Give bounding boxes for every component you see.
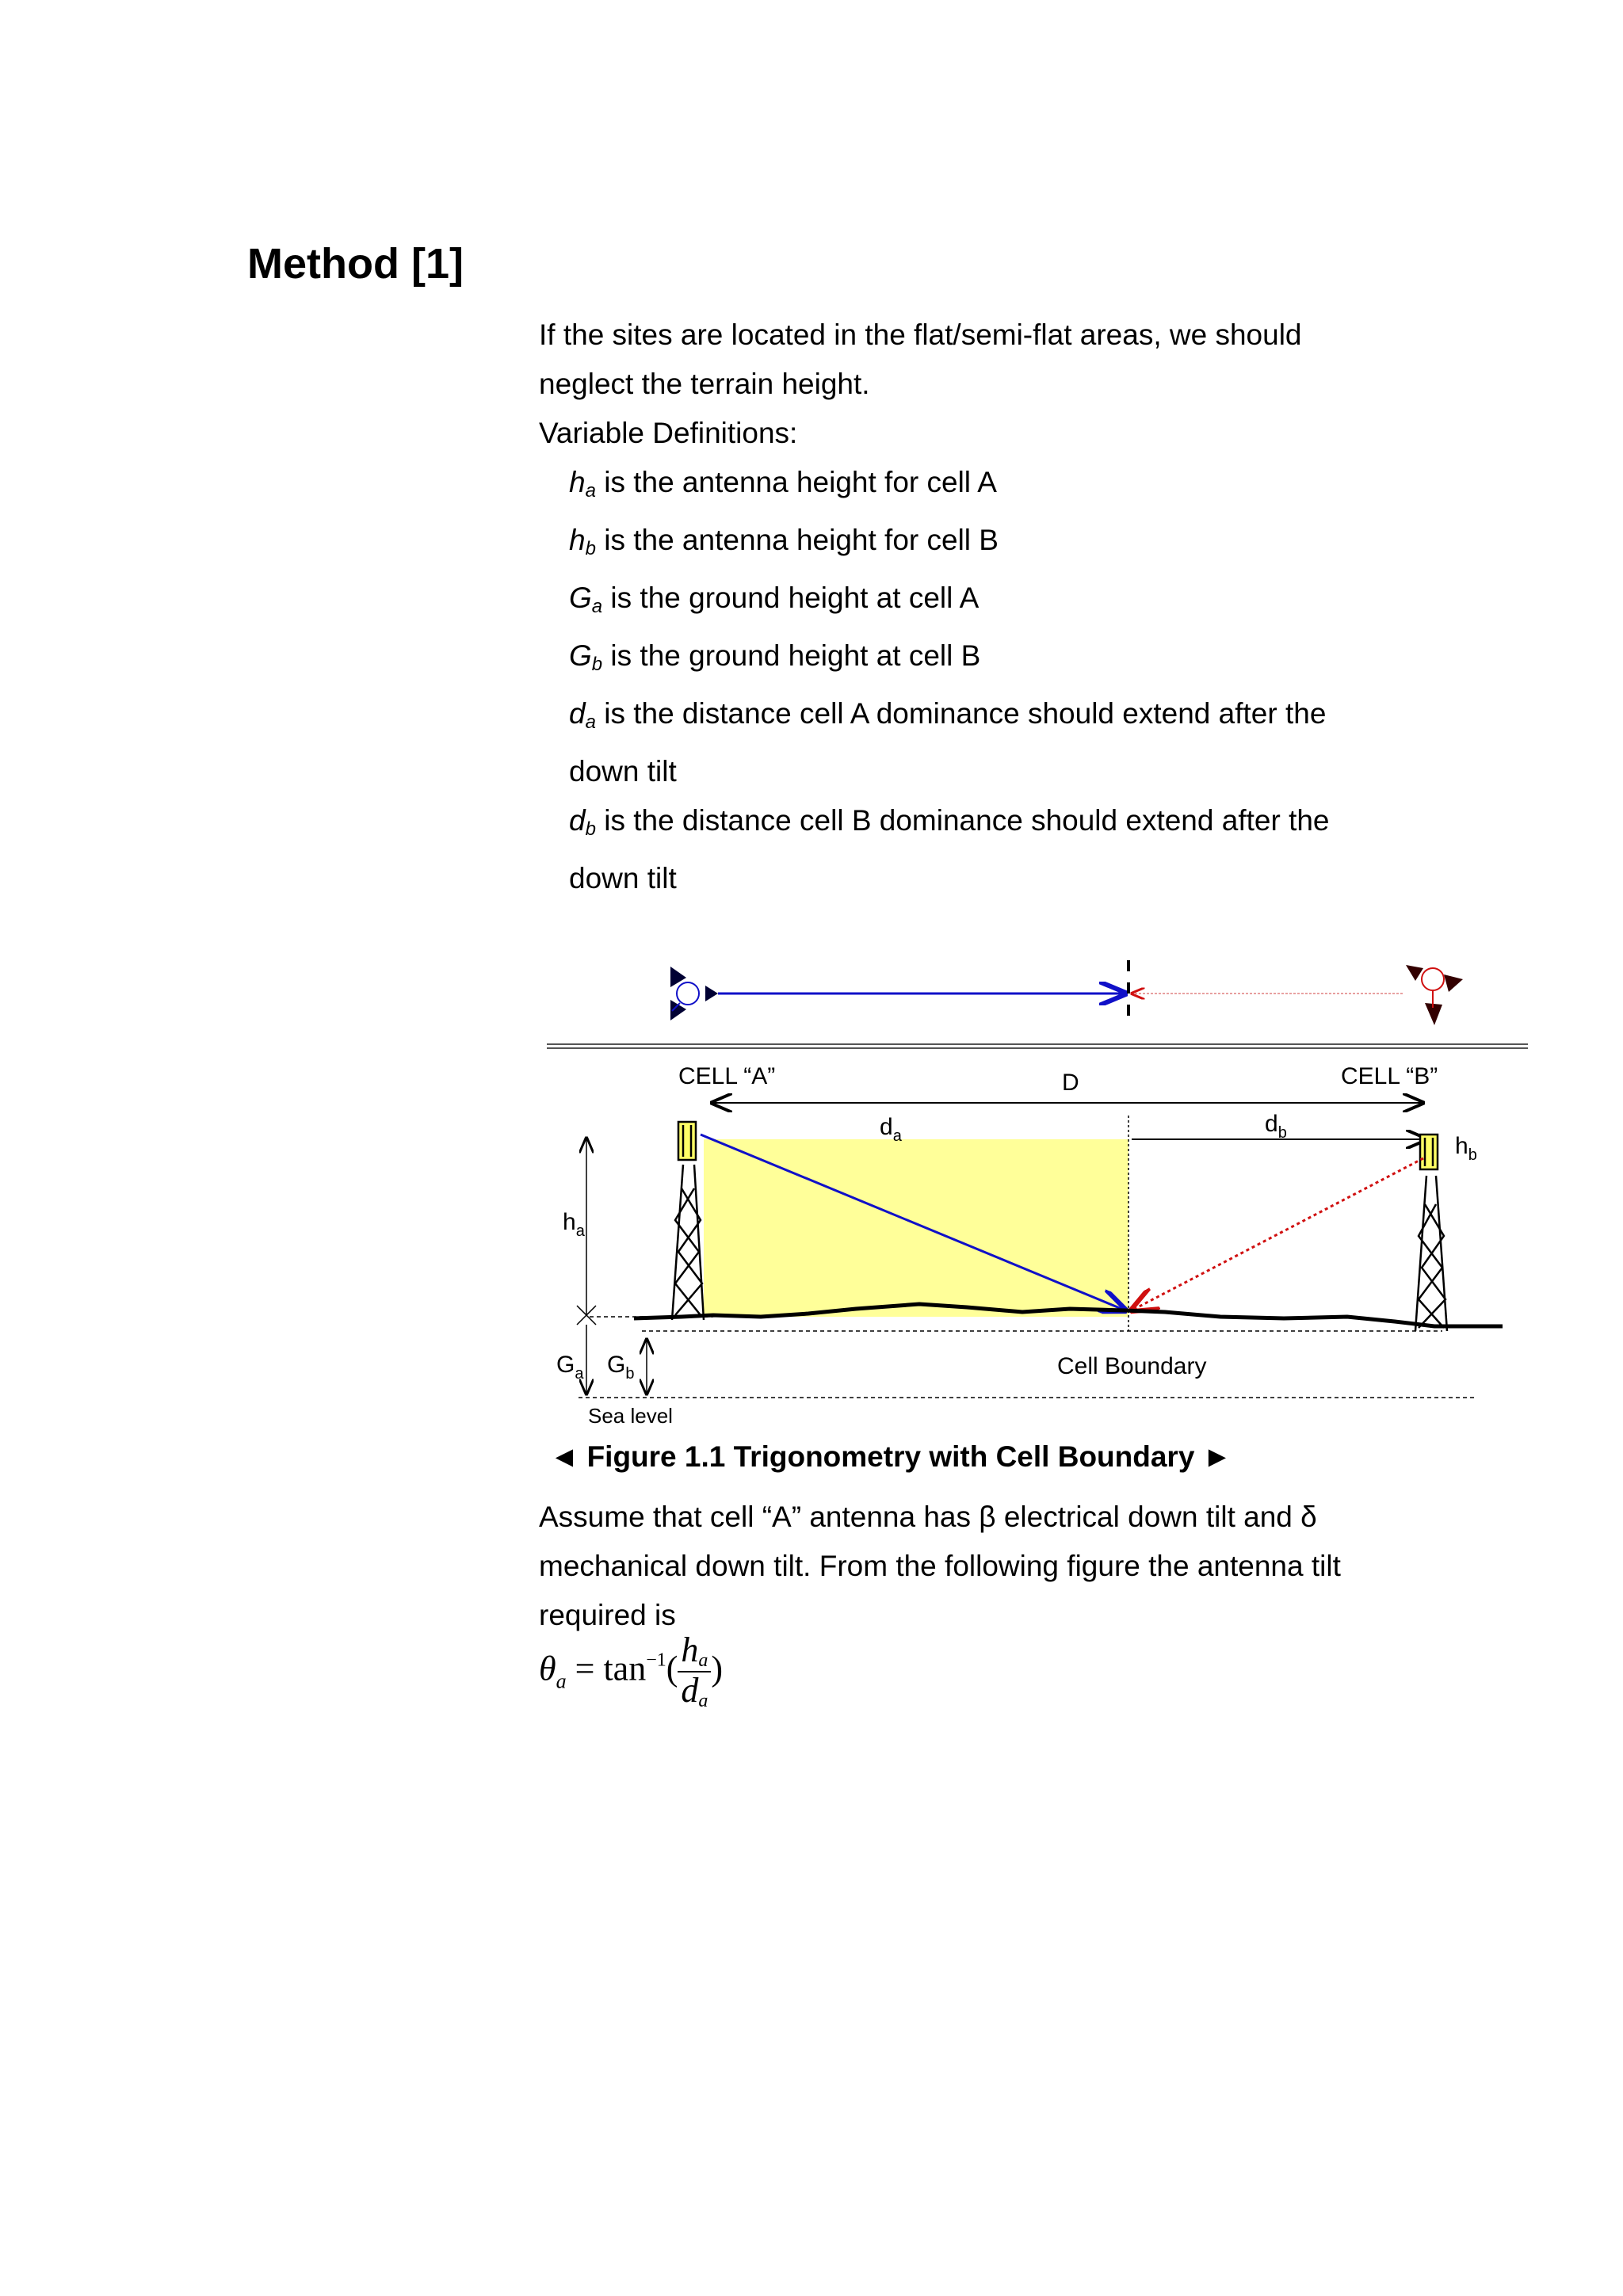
tower-a: [672, 1122, 704, 1320]
tilt-beam-b: [1132, 1158, 1423, 1310]
assume-line: Assume that cell “A” antenna has β electrical down tilt and δ: [539, 1501, 1317, 1533]
distance-D-label: D: [1062, 1070, 1079, 1096]
figure-caption: ◄ Figure 1.1 Trigonometry with Cell Boundary ►: [549, 1440, 1232, 1473]
site-b-symbol: [1406, 965, 1463, 1025]
distance-db-label: $d_b$: [1265, 1111, 1287, 1142]
definition-item: $d_b$ is the distance cell B dominance should extend after the: [569, 804, 1330, 840]
cell-b-label: CELL “B”: [1341, 1063, 1438, 1089]
definition-continuation: down tilt: [569, 755, 677, 788]
page-heading: Method [1]: [247, 240, 464, 288]
assume-line: required is: [539, 1599, 676, 1631]
formula-theta: θ: [539, 1649, 556, 1688]
definition-item: $G_a$ is the ground height at cell A: [569, 582, 980, 617]
cell-a-label: CELL “A”: [678, 1063, 776, 1089]
sea-level-label: Sea level: [588, 1404, 673, 1426]
height-hb-label: $h_b$: [1455, 1133, 1477, 1164]
distance-da-label: $d_a$: [880, 1114, 902, 1145]
height-ha-label: $h_a$: [563, 1209, 585, 1240]
assume-paragraph: [539, 1493, 1395, 1640]
formula-exp: −1: [646, 1650, 666, 1671]
definition-item: $G_b$ is the ground height at cell B: [569, 639, 981, 675]
ground-Gb-label: $G_b$: [607, 1352, 635, 1383]
dominance-area-a: [704, 1139, 1128, 1317]
formula-close: ): [711, 1649, 724, 1688]
cell-boundary-label: Cell Boundary: [1057, 1353, 1207, 1379]
formula-eq: = tan: [575, 1649, 647, 1688]
definition-continuation: down tilt: [569, 862, 677, 894]
site-a-symbol: [670, 967, 718, 1020]
tower-b: [1415, 1135, 1447, 1331]
formula-open: (: [666, 1649, 678, 1688]
tilt-formula: [539, 1632, 723, 1711]
definition-item: $d_a$ is the distance cell A dominance should extend after the: [569, 697, 1327, 733]
definition-item: $h_a$ is the antenna height for cell A: [569, 466, 997, 502]
formula-theta-sub: a: [556, 1669, 567, 1693]
variable-title: Variable Definitions:: [539, 417, 798, 449]
intro-paragraph: If the sites are located in the flat/semi-flat areas, we should neglect the terrain height.: [539, 318, 1302, 400]
formula-fraction: $\frac{ha}{da}$: [678, 1632, 711, 1711]
assume-line: mechanical down tilt. From the following figure the antenna tilt: [539, 1550, 1341, 1582]
ground-Ga-label: $G_a$: [556, 1352, 584, 1383]
definition-item: $h_b$ is the antenna height for cell B: [569, 524, 999, 559]
